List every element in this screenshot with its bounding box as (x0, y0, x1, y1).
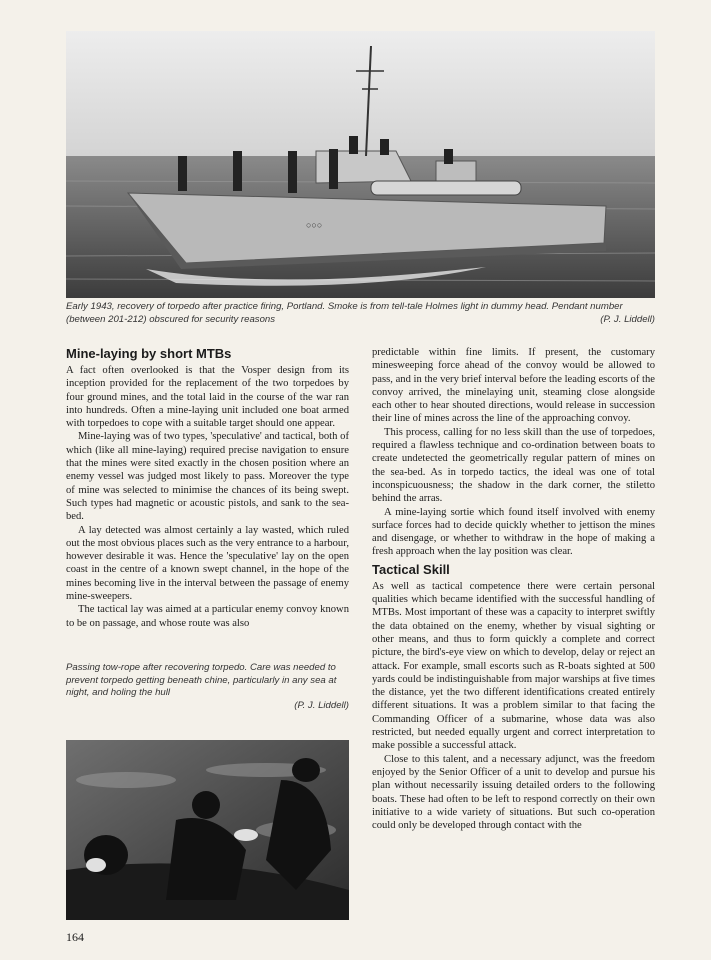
top-caption-text: Early 1943, recovery of torpedo after practice firing, Portland. Smoke is from tell-tale Holmes light in dummy head. Pendant number (between 201-212) obscured for security reasons (66, 301, 623, 325)
paragraph: This process, calling for no less skill than the use of torpedoes, required a flawless technique and co-ordination between boats to create undetected the geometrically regular pattern of mines on the sea-bed. As in torpedo tactics, the ideal was one of total inconspicuousness; the shadow in the dark corner, the stiletto behind the arras. (372, 426, 655, 505)
paragraph: The tactical lay was aimed at a particular enemy convoy known to be on passage, and whose route was also (66, 604, 349, 629)
page-number: 164 (66, 930, 84, 944)
tow-rope-photograph (66, 740, 349, 920)
left-column (66, 346, 349, 630)
paragraph: Close to this talent, and a necessary adjunct, was the freedom enjoyed by the Senior Officer of a unit to develop and pursue his plan without necessarily issuing detailed orders to the following boats. These had often to be left to respond correctly on their own initiative to a wide variety of situations. But such co-operation could only be developed through contact with the (372, 753, 655, 832)
top-photo-caption (66, 300, 655, 326)
lower-photo-caption (66, 662, 349, 712)
mtb-photograph (66, 31, 655, 298)
paragraph: A mine-laying sortie which found itself involved with enemy surface forces had to decide quickly whether to jettison the mines and disengage, or whether to withdraw in the hope of making a fresh approach when the lay position was clear. (372, 506, 655, 558)
lower-caption-text: Passing tow-rope after recovering torpedo. Care was needed to prevent torpedo getting beneath chine, particularly in any sea at night, and holing the hull (66, 662, 337, 698)
mine-laying-heading: Mine-laying by short MTBs (66, 346, 232, 361)
right-column (372, 346, 655, 832)
top-caption-credit: (P. J. Liddell) (600, 314, 655, 325)
paragraph: predictable within fine limits. If present, the customary minesweeping force ahead of the convoy would be allowed to pass, and in the very brief interval before the leading escorts of the convoy arrived, the minelaying unit, steaming close alongside each other to hear shouted directions, would release in succession their line of mines across the line of the approaching convoy. (372, 347, 655, 425)
paragraph: Mine-laying was of two types, 'speculative' and tactical, both of which (like all mine-laying) required precise navigation to ensure that the mines were sited exactly in the chosen position where an enemy vessel was judged most likely to pass. Moreover the type of mine was selected to minimise the chances of its being swept. Such types had magnetic or acoustic pistols, and sank to the sea-bed. (66, 431, 349, 523)
tactical-skill-heading: Tactical Skill (372, 561, 450, 577)
paragraph: A fact often overlooked is that the Vosper design from its inception provided for the replacement of the two torpedoes by four ground mines, and the total laid in the course of the war ran into hundreds. Often a mine-laying unit included one boat armed with torpedoes to cope with a suitable target should one appear. (66, 365, 349, 430)
paragraph: A lay detected was almost certainly a lay wasted, which ruled out the most obvious places such as the very entrance to a harbour, however desirable it was. Hence the 'speculative' lay on the open coast in the centre of a known swept channel, in the hope of the mines becoming live in the interval between the passage of enemy mine-sweepers. (66, 524, 349, 603)
paragraph: As well as tactical competence there were certain personal qualities which became identified with the successful handling of MTBs. Most important of these was a capacity to interpret swiftly the data obtained on the enemy, whether by visual sighting or other means, and thus to form quickly a complete and correct picture, the bird's-eye view on which to develop, delay or reject an attack. For example, small escorts such as R-boats sighted at 500 yards could be indistinguishable from major warships at five times the distance, yet the two different identifications created entirely different situations. It was a problem similar to that facing the Commanding Officer of a submarine, whose data was also restricted, but needed equally urgent and correct interpretation to make possible a successful attack. (372, 580, 655, 752)
svg-text:○○○: ○○○ (306, 220, 323, 230)
lower-caption-credit: (P. J. Liddell) (294, 699, 349, 711)
